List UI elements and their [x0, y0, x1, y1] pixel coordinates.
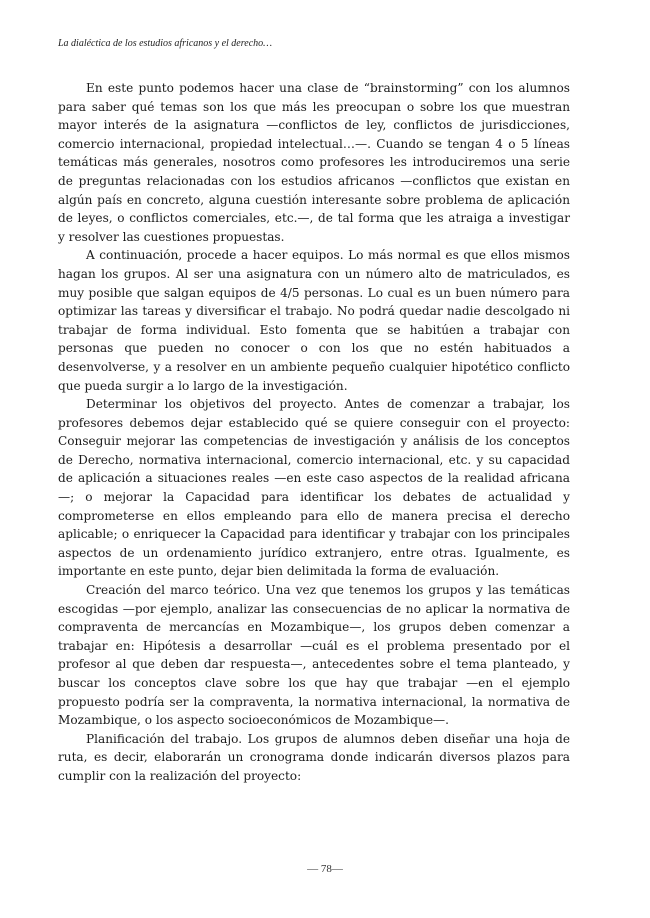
- body-text: [58, 79, 570, 786]
- paragraph-marco-teorico: Creación del marco teórico. Una vez que tenemos los grupos y las temáticas escogidas —por ejemplo, analizar las consecuencias de no aplicar la normativa de compraventa de mercancías en Mozambique—, los grupos deben comenzar a trabajar en: Hipótesis a desarrollar —cuál es el problema presentado por el profesor al que deben dar respuesta—, antecedentes sobre el tema planteado, y buscar los conceptos clave sobre los que hay que trabajar —en el ejemplo propuesto podría ser la compraventa, la normativa internacional, la normativa de Mozambique, o los aspecto socioeconómicos de Mozambique—.: [58, 583, 570, 728]
- page-number: — 78—: [307, 863, 343, 875]
- running-header: La dialéctica de los estudios africanos y el derecho…: [58, 38, 273, 49]
- paragraph-objetivos: Determinar los objetivos del proyecto. Antes de comenzar a trabajar, los profesores debemos dejar establecido qué se quiere conseguir con el proyecto: Conseguir mejorar las competencias de investigación y análisis de los conceptos de Derecho, normativa internacional, comercio internacional, etc. y su capacidad de aplicación a situaciones reales —en este caso aspectos de la realidad africana—; o mejorar la Capacidad para identificar los debates de actualidad y comprometerse en ellos empleando para ello de manera precisa el derecho aplicable; o enriquecer la Capacidad para identificar y trabajar con los principales aspectos de un ordenamiento jurídico extranjero, entre otras. Igualmente, es importante en este punto, dejar bien delimitada la forma de evaluación.: [58, 397, 570, 579]
- paragraph-brainstorming: En este punto podemos hacer una clase de “brainstorming” con los alumnos para saber qué temas son los que más les preocupan o sobre los que muestran mayor interés de la asignatura —conflictos de ley, conflictos de jurisdicciones, comercio internacional, propiedad intelectual…—. Cuando se tengan 4 o 5 líneas temáticas más generales, nosotros como profesores les introduciremos una serie de preguntas relacionadas con los estudios africanos —conflictos que existan en algún país en concreto, alguna cuestión interesante sobre problema de aplicación de leyes, o conflictos comerciales, etc.—, de tal forma que les atraiga a investigar y resolver las cuestiones propuestas.: [58, 81, 570, 244]
- paragraph-planificacion: Planificación del trabajo. Los grupos de alumnos deben diseñar una hoja de ruta, es decir, elaborarán un cronograma donde indicarán diversos plazos para cumplir con la realización del proyecto:: [58, 731, 570, 783]
- paragraph-equipos: A continuación, procede a hacer equipos. Lo más normal es que ellos mismos hagan los grupos. Al ser una asignatura con un número alto de matriculados, es muy posible que salgan equipos de 4/5 personas. Lo cual es un buen número para optimizar las tareas y diversificar el trabajo. No podrá quedar nadie descolgado ni trabajar de forma individual. Esto fomenta que se habitúen a trabajar con personas que pueden no conocer o con los que no estén habituados a desenvolverse, y a resolver en un ambiente pequeño cualquier hipotético conflicto que pueda surgir a lo largo de la investigación.: [58, 248, 570, 393]
